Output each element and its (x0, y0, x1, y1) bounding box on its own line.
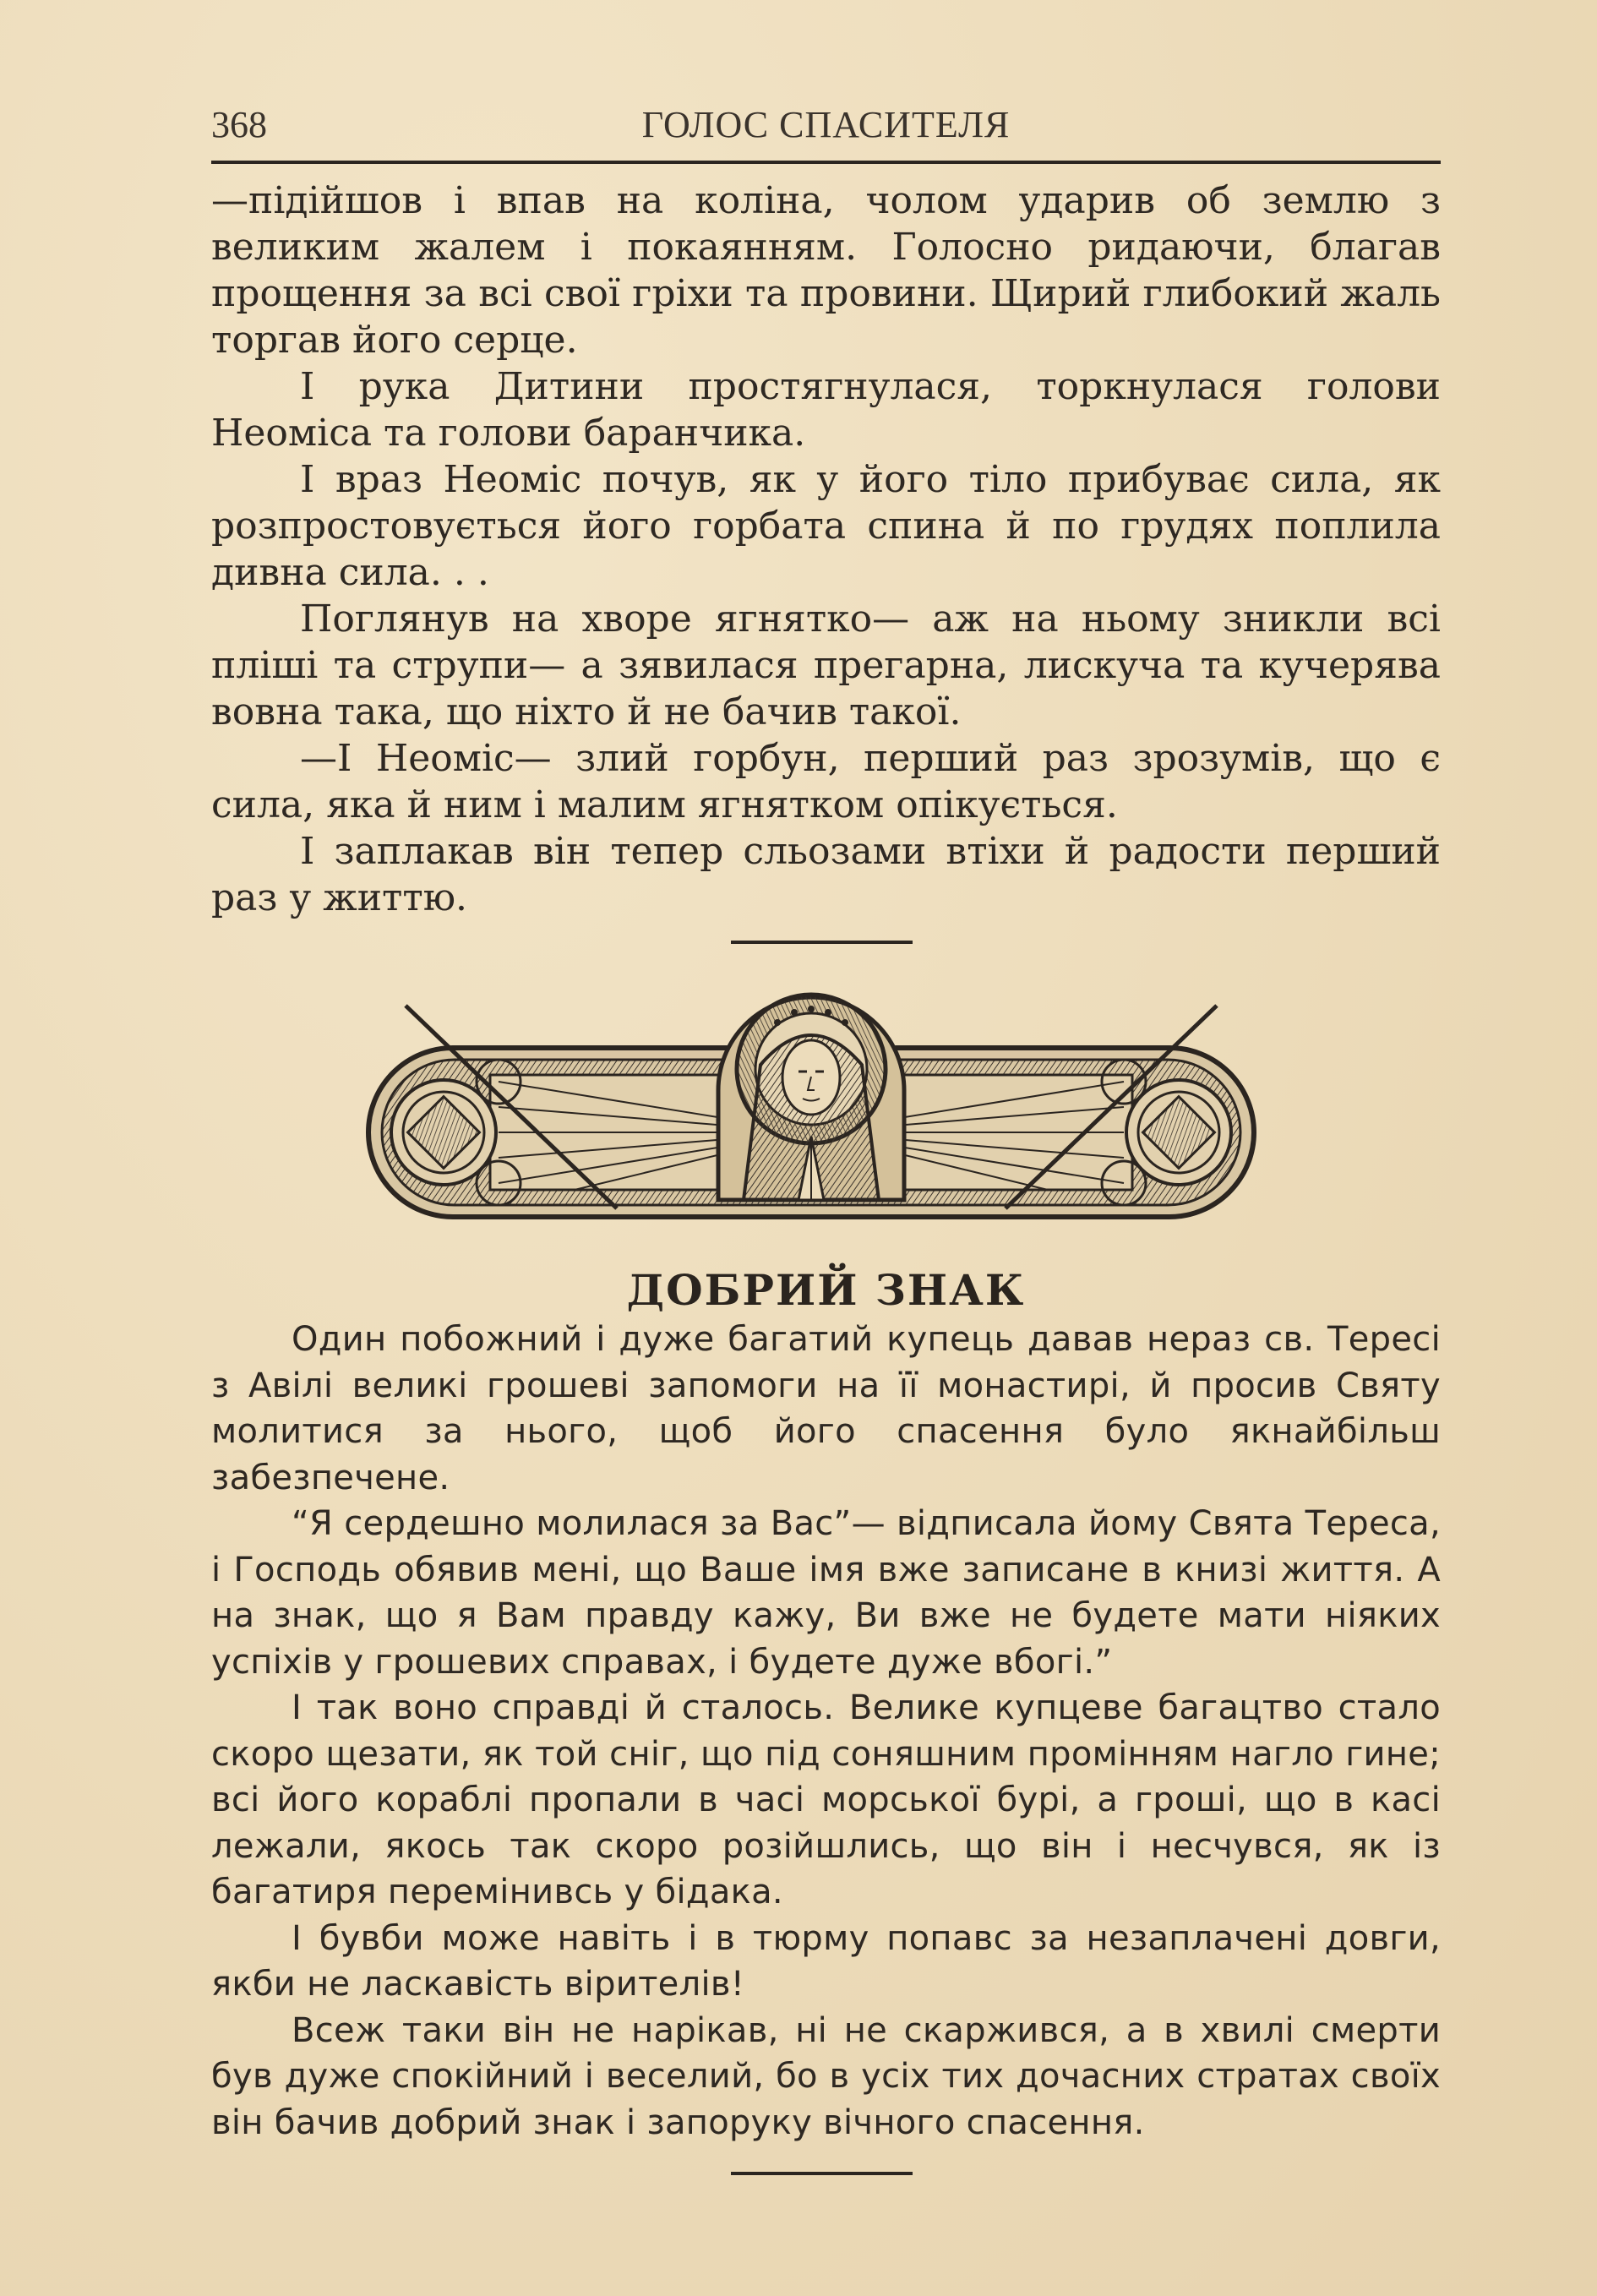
paragraph: Всеж таки він не нарікав, ні не скаржився, а в хвилі смерти був дуже спокійний і веселий, бо в усіх тих дочасних стратах своїх він бачив добрий знак і запоруку вічного спасення. (211, 2010, 1441, 2142)
story-continuation (211, 177, 1441, 921)
paragraph: І враз Неоміс почув, як у його тіло прибуває сила, як розпростовується його горбата спина й по грудях поплила дивна сила. . . (211, 458, 1441, 594)
page-header (211, 100, 1441, 164)
story-body (211, 1317, 1441, 2146)
paragraph: І заплакав він тепер сльозами втіхи й радости перший раз у життю. (211, 830, 1441, 919)
paragraph: Поглянув на хворе ягнятко— аж на ньому зникли всі пліші та струпи— а зявилася прегарна, лискуча та кучерява вовна така, що ніхто й не бачив такої. (211, 597, 1441, 734)
paragraph: І рука Дитини простягнулася, торкнулася голови Неоміса та голови баранчика. (211, 365, 1441, 455)
paragraph: І бувби може навіть і в тюрму попавс за незаплачені довги, якби не ласкавість вірителів! (211, 1918, 1441, 2004)
paragraph: “Я сердешно молилася за Вас”— відписала йому Свята Тереса, і Господь обявив мені, що Ваше імя вже записане в книзі життя. А на знак, що я Вам правду кажу, Ви вже не будете мати ніяких успіхів у грошевих справах, і будете дуже вбогі.” (211, 1504, 1441, 1682)
paragraph: Один побожний і дуже багатий купець давав нераз св. Тересі з Авілі великі грошеві запомоги на її монастирі, й просив Святу молитися за нього, щоб його спасення було якнайбільш забезпечене. (211, 1320, 1441, 1497)
end-divider (731, 2172, 913, 2175)
running-title: ГОЛОС СПАСИТЕЛЯ (641, 104, 1011, 145)
section-divider (731, 941, 913, 944)
ornament-madonna-headpiece-icon (363, 989, 1259, 1242)
paragraph: —І Неоміс— злий горбун, перший раз зрозумів, що є сила, яка й ним і малим ягнятком опікується. (211, 737, 1441, 826)
story-title: ДОБРИЙ ЗНАК (626, 1265, 1026, 1315)
paragraph: —підійшов і впав на коліна, чолом ударив об землю з великим жалем і покаянням. Голосно ридаючи, благав прощення за всі свої гріхи та провини. Щирий глибокий жаль торгав його серце. (211, 179, 1441, 362)
page-number: 368 (211, 104, 267, 145)
paragraph: І так воно справді й сталось. Велике купцеве багацтво стало скоро щезати, як той сніг, що під соняшним промінням нагло гине; всі його кораблі пропали в часі морської бурі, а гроші, що в касі лежали, якось так скоро розійшлись, що він і несчувся, як із багатиря перемінивсь у бідака. (211, 1688, 1441, 1912)
